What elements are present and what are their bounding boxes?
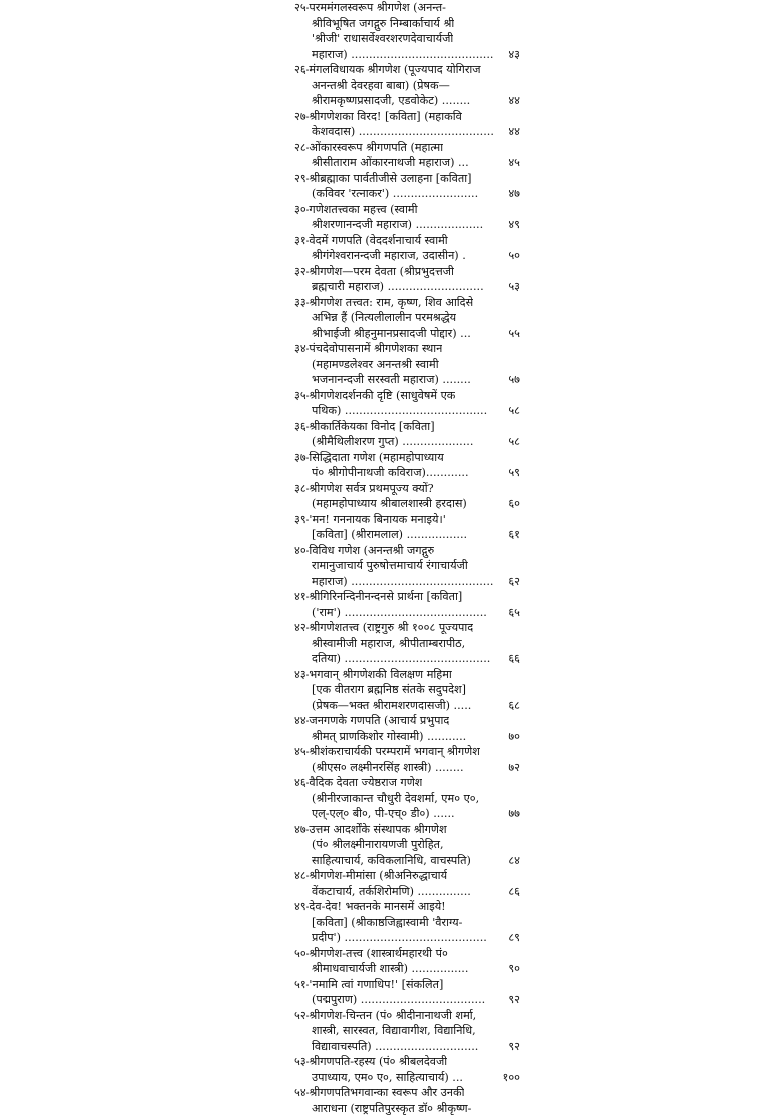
toc-entry-text: आराधना (राष्ट्रपतिपुरस्कृत डॉ० श्रीकृष्ण- (312, 1101, 471, 1116)
toc-entry-line (294, 961, 520, 977)
toc-page-number: ५५ (480, 326, 520, 342)
toc-entry-text: श्रीभाईजी श्रीहनुमानप्रसादजी पोद्दार) ... (312, 326, 471, 342)
toc-entry-line (294, 1101, 520, 1116)
toc-entry-line (294, 775, 520, 791)
toc-entry-text: २८-ओंकारस्वरूप श्रीगणपति (महात्मा (294, 140, 443, 156)
toc-entry (294, 419, 520, 450)
toc-entry-line (294, 78, 520, 94)
toc-page-number: ८६ (480, 884, 520, 900)
toc-entry-line (294, 558, 520, 574)
toc-entry-text: २९-श्रीब्रह्माका पार्वतीजीसे उलाहना [कविता] (294, 171, 472, 187)
toc-entry (294, 946, 520, 977)
toc-entry-text: (महामण्डलेश्वर अनन्तश्री स्वामी (312, 357, 439, 373)
toc-entry (294, 868, 520, 899)
toc-entry-text: 'श्रीजी' राधासर्वेश्वरशरणदेवाचार्यजी (312, 31, 453, 47)
toc-page-number: १०० (480, 1070, 520, 1086)
toc-entry-line (294, 620, 520, 636)
toc-entry-line (294, 16, 520, 32)
toc-entry-text: ४०-विविध गणेश (अनन्तश्री जगद्गुरु (294, 543, 434, 559)
toc-entry (294, 620, 520, 667)
toc-entry-line (294, 295, 520, 311)
toc-entry-text: उपाध्याय, एम० ए०, साहित्याचार्य) ... (312, 1070, 463, 1086)
toc-page-number: ४४ (480, 93, 520, 109)
toc-entry-text: ३०-गणेशतत्त्वका महत्त्व (स्वामी (294, 202, 418, 218)
toc-entry-text: २७-श्रीगणेशका विरद! [कविता] (महाकवि (294, 109, 462, 125)
toc-entry (294, 140, 520, 171)
toc-entry (294, 775, 520, 822)
toc-entry-line (294, 1039, 520, 1055)
toc-entry-text: अनन्तश्री देवरहवा बाबा) (प्रेषक— (312, 78, 450, 94)
toc-entry-line (294, 1023, 520, 1039)
toc-page-number: ७७ (480, 806, 520, 822)
toc-entry-text: ३४-पंचदेवोपासनामें श्रीगणेशका स्थान (294, 341, 442, 357)
toc-entry (294, 589, 520, 620)
toc-entry-line (294, 884, 520, 900)
toc-entry-line (294, 589, 520, 605)
toc-entry-line (294, 667, 520, 683)
toc-entry-text: ३७-सिद्धिदाता गणेश (महामहोपाध्याय (294, 450, 444, 466)
toc-entry-text: पं० श्रीगोपीनाथजी कविराज)............ (312, 465, 469, 481)
toc-entry-line (294, 0, 520, 16)
toc-entry-line (294, 155, 520, 171)
toc-entry (294, 977, 520, 1008)
toc-entry-line (294, 31, 520, 47)
toc-page-number: ६५ (480, 605, 520, 621)
toc-entry-text: (प्रेषक—भक्त श्रीरामशरणदासजी) ..... (312, 698, 471, 714)
toc-entry-line (294, 899, 520, 915)
toc-page-number: ५३ (480, 279, 520, 295)
toc-entry-line (294, 233, 520, 249)
toc-entry-text: अभिन्न हैं (नित्यलीलालीन परमश्रद्धेय (312, 310, 456, 326)
toc-entry-text: ३८-श्रीगणेश सर्वत्र प्रथमपूज्य क्यों? (294, 481, 434, 497)
toc-entry-text: ३१-वेदमें गणपति (वेददर्शनाचार्य स्वामी (294, 233, 448, 249)
toc-entry-text: श्रीसीताराम ओंकारनाथजी महाराज) ... (312, 155, 469, 171)
toc-entry-line (294, 930, 520, 946)
toc-page-number: ६१ (480, 527, 520, 543)
toc-entry-line (294, 512, 520, 528)
toc-entry-line (294, 481, 520, 497)
toc-entry-text: ब्रह्मचारी महाराज) ........................... (312, 279, 484, 295)
toc-entry-line (294, 341, 520, 357)
toc-page-number: ५८ (480, 434, 520, 450)
toc-entry-line (294, 419, 520, 435)
toc-entry-line (294, 744, 520, 760)
toc-entry-line (294, 264, 520, 280)
toc-page-number: ६० (480, 496, 520, 512)
toc-entry-text: ३२-श्रीगणेश—परम देवता (श्रीप्रभुदत्तजी (294, 264, 454, 280)
toc-entry (294, 233, 520, 264)
toc-entry-line (294, 527, 520, 543)
toc-entry (294, 171, 520, 202)
toc-entry-text: (श्रीमैथिलीशरण गुप्त) .................... (312, 434, 473, 450)
toc-entry (294, 0, 520, 62)
toc-page-number: ९० (480, 961, 520, 977)
toc-entry-line (294, 605, 520, 621)
toc-entry (294, 341, 520, 388)
toc-entry-text: श्रीमाधवाचार्यजी शास्त्री) ................ (312, 961, 468, 977)
toc-entry-text: ४३-भगवान् श्रीगणेशकी विलक्षण महिमा (294, 667, 452, 683)
toc-entry-text: (पं० श्रीलक्ष्मीनारायणजी पुरोहित, (312, 837, 444, 853)
toc-entry (294, 450, 520, 481)
toc-entry-text: दतिया) ......................................... (312, 651, 490, 667)
toc-entry-text: ३३-श्रीगणेश तत्त्वत: राम, कृष्ण, शिव आदिसे (294, 295, 473, 311)
toc-entry-line (294, 729, 520, 745)
toc-entry-text: श्रीस्वामीजी महाराज, श्रीपीताम्बरापीठ, (312, 636, 465, 652)
toc-entry-line (294, 124, 520, 140)
toc-entry-line (294, 109, 520, 125)
toc-entry-line (294, 868, 520, 884)
toc-page-number: ७२ (480, 760, 520, 776)
toc-entry-text: (कविवर 'रत्नाकर') ........................ (312, 186, 478, 202)
toc-entry-line (294, 977, 520, 993)
toc-entry-line (294, 946, 520, 962)
toc-entry (294, 543, 520, 590)
toc-entry (294, 202, 520, 233)
toc-page-number: ८९ (480, 930, 520, 946)
toc-entry-text: (श्रीनीरजाकान्त चौधुरी देवशर्मा, एम० ए०, (312, 791, 479, 807)
toc-entry-text: ५४-श्रीगणपतिभगवान्का स्वरूप और उनकी (294, 1085, 464, 1101)
toc-entry-text: [कविता] (श्रीरामलाल) ................. (312, 527, 467, 543)
toc-entry-text: ५१-'नमामि त्वां गणाधिप!' [संकलित] (294, 977, 443, 993)
toc-entry (294, 1008, 520, 1055)
toc-entry-text: ५०-श्रीगणेश-तत्त्व (शास्त्रार्थमहारथी पं० (294, 946, 448, 962)
toc-entry-text: ३९-'मन! गननायक बिनायक मनाइये।' (294, 512, 446, 528)
toc-page-number: ४३ (480, 47, 520, 63)
toc-entry-text: ४२-श्रीगणेशतत्त्व (राष्ट्रगुरु श्री १००८ पूज्यपाद (294, 620, 473, 636)
toc-entry-line (294, 465, 520, 481)
toc-page-number: ४४ (480, 124, 520, 140)
toc-entry-text: ३६-श्रीकार्तिकेयका विनोद [कविता] (294, 419, 435, 435)
toc-entry-line (294, 992, 520, 1008)
toc-entry-text: पथिक) ........................................ (312, 403, 487, 419)
toc-entry-text: भजनानन्दजी सरस्वती महाराज) ........ (312, 372, 471, 388)
toc-entry-line (294, 248, 520, 264)
toc-entry (294, 667, 520, 714)
toc-entry-line (294, 651, 520, 667)
toc-entry-line (294, 388, 520, 404)
toc-page-number: ६८ (480, 698, 520, 714)
toc-page-number: ५० (480, 248, 520, 264)
toc-entry-line (294, 853, 520, 869)
toc-page-number: ४५ (480, 155, 520, 171)
toc-entry-line (294, 713, 520, 729)
toc-entry-line (294, 1085, 520, 1101)
toc-entry-text: ५३-श्रीगणपति-रहस्य (पं० श्रीबलदेवजी (294, 1054, 447, 1070)
toc-entry (294, 899, 520, 946)
toc-entry-text: रामानुजाचार्य पुरुषोत्तमाचार्य रंगाचार्यजी (312, 558, 468, 574)
toc-entry-text: ४१-श्रीगिरिनन्दिनीनन्दनसे प्रार्थना [कविता] (294, 589, 462, 605)
toc-page-number: ९२ (480, 992, 520, 1008)
toc-entry-line (294, 1070, 520, 1086)
toc-page-number: ६२ (480, 574, 520, 590)
toc-entry-text: शास्त्री, सारस्वत, विद्यावागीश, विद्यानिधि, (312, 1023, 476, 1039)
toc-entry-text: ४७-उत्तम आदर्शोंके संस्थापक श्रीगणेश (294, 822, 447, 838)
toc-entry-text: श्रीरामकृष्णप्रसादजी, एडवोकेट) ........ (312, 93, 470, 109)
toc-entry-line (294, 202, 520, 218)
toc-entry-text: केशवदास) ...................................... (312, 124, 494, 140)
toc-entry-line (294, 62, 520, 78)
toc-entry-line (294, 806, 520, 822)
toc-entry (294, 822, 520, 869)
toc-entry-line (294, 760, 520, 776)
toc-entry-text: २६-मंगलविधायक श्रीगणेश (पूज्यपाद योगिराज (294, 62, 481, 78)
toc-entry-text: श्रीशरणानन्दजी महाराज) ................... (312, 217, 483, 233)
toc-entry-text: ३५-श्रीगणेशदर्शनकी दृष्टि (साधुवेषमें एक (294, 388, 455, 404)
toc-entry-line (294, 822, 520, 838)
table-of-contents (294, 0, 520, 1116)
toc-entry-line (294, 171, 520, 187)
toc-page-number: ४९ (480, 217, 520, 233)
toc-entry-text: २५-परममंगलस्वरूप श्रीगणेश (अनन्त- (294, 0, 446, 16)
toc-entry (294, 744, 520, 775)
toc-entry-line (294, 279, 520, 295)
toc-entry-text: ४५-श्रीशंकराचार्यकी परम्परामें भगवान् श्रीगणेश (294, 744, 480, 760)
toc-page-number: ८४ (480, 853, 520, 869)
toc-entry-text: ५२-श्रीगणेश-चिन्तन (पं० श्रीदीनानाथजी शर्मा, (294, 1008, 476, 1024)
toc-entry (294, 1054, 520, 1085)
toc-entry-text: विद्यावाचस्पति) ............................. (312, 1039, 478, 1055)
toc-entry-text: ('राम') ........................................ (312, 605, 487, 621)
toc-entry-text: श्रीविभूषित जगद्गुरु निम्बार्काचार्य श्री (312, 16, 454, 32)
toc-entry-text: ४६-वैदिक देवता ज्येष्ठराज गणेश (294, 775, 422, 791)
toc-page-number: ५८ (480, 403, 520, 419)
toc-entry-text: प्रदीप') ........................................ (312, 930, 487, 946)
toc-entry (294, 1085, 520, 1116)
toc-entry-line (294, 186, 520, 202)
toc-entry-text: श्रीमत् प्राणकिशोर गोस्वामी) ........... (312, 729, 466, 745)
toc-entry-line (294, 1008, 520, 1024)
toc-entry (294, 713, 520, 744)
toc-entry (294, 512, 520, 543)
toc-page-number: ५७ (480, 372, 520, 388)
toc-entry-line (294, 682, 520, 698)
toc-entry-line (294, 357, 520, 373)
toc-entry-line (294, 450, 520, 466)
toc-entry-text: ४९-देव-देव! भक्तनके मानसमें आइये! (294, 899, 446, 915)
toc-entry-line (294, 434, 520, 450)
toc-entry (294, 481, 520, 512)
toc-entry-line (294, 915, 520, 931)
toc-entry-line (294, 326, 520, 342)
toc-entry-line (294, 93, 520, 109)
toc-entry-line (294, 217, 520, 233)
toc-page-number: ६६ (480, 651, 520, 667)
toc-entry-text: [कविता] (श्रीकाष्ठजिह्वास्वामी 'वैराग्य- (312, 915, 462, 931)
toc-entry-text: [एक वीतराग ब्रह्मनिष्ठ संतके सदुपदेश] (312, 682, 466, 698)
toc-entry-line (294, 1054, 520, 1070)
toc-entry-line (294, 837, 520, 853)
toc-entry (294, 264, 520, 295)
toc-entry-line (294, 574, 520, 590)
toc-entry-text: (महामहोपाध्याय श्रीबालशास्त्री हरदास) (312, 496, 467, 512)
toc-entry-text: साहित्याचार्य, कविकलानिधि, वाचस्पति) (312, 853, 471, 869)
toc-page-number: ७० (480, 729, 520, 745)
toc-entry-text: (पद्मपुराण) ................................... (312, 992, 485, 1008)
toc-entry-line (294, 310, 520, 326)
toc-entry-text: (श्रीएस० लक्ष्मीनरसिंह शास्त्री) ........ (312, 760, 464, 776)
toc-entry-text: एल्-एल्० बी०, पी-एच्० डी०) ...... (312, 806, 455, 822)
toc-entry-text: ४४-जनगणके गणपति (आचार्य प्रभुपाद (294, 713, 449, 729)
toc-entry-line (294, 636, 520, 652)
toc-entry (294, 109, 520, 140)
toc-entry-line (294, 47, 520, 63)
toc-entry-line (294, 791, 520, 807)
toc-entry-text: महाराज) ........................................ (312, 574, 493, 590)
toc-page-number: ५९ (480, 465, 520, 481)
toc-entry-line (294, 496, 520, 512)
toc-entry-text: महाराज) ........................................ (312, 47, 493, 63)
toc-entry-line (294, 140, 520, 156)
toc-entry-line (294, 543, 520, 559)
toc-entry-text: ४८-श्रीगणेश-मीमांसा (श्रीअनिरुद्धाचार्य (294, 868, 447, 884)
toc-entry-text: श्रीगंगेश्वरानन्दजी महाराज, उदासीन) . (312, 248, 466, 264)
toc-entry-line (294, 698, 520, 714)
toc-entry-text: वेंकटाचार्य, तर्कशिरोमणि) ............... (312, 884, 471, 900)
toc-entry-line (294, 403, 520, 419)
toc-entry (294, 295, 520, 342)
toc-entry (294, 62, 520, 109)
toc-page-number: ४७ (480, 186, 520, 202)
toc-entry-line (294, 372, 520, 388)
toc-page-number: ९२ (480, 1039, 520, 1055)
toc-entry (294, 388, 520, 419)
